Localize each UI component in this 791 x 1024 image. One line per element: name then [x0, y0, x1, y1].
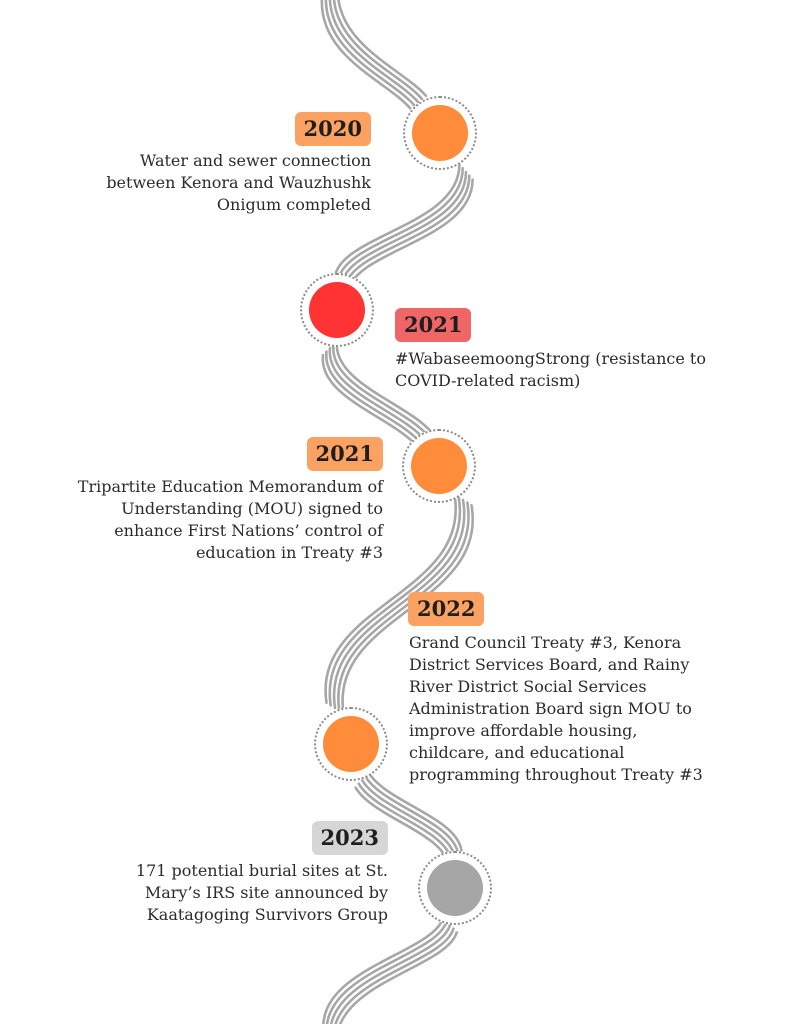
event-description-2022: [409, 632, 703, 786]
marker-dot: [427, 860, 483, 916]
timeline-marker-2022: [314, 707, 388, 781]
event-description-2021-education: [78, 476, 383, 564]
description-line: #WabaseemoongStrong (resistance to: [395, 349, 706, 368]
description-line: Grand Council Treaty #3, Kenora: [409, 633, 682, 652]
description-line: 171 potential burial sites at St.: [135, 861, 388, 880]
timeline-marker-2021-education: [402, 429, 476, 503]
marker-dot: [411, 438, 467, 494]
description-line: Kaatagoging Survivors Group: [146, 905, 388, 924]
timeline-marker-2021-wabaseemoong: [300, 273, 374, 347]
marker-dot: [412, 105, 468, 161]
description-line: between Kenora and Wauzhushk: [106, 173, 371, 192]
marker-dot: [309, 282, 365, 338]
description-line: education in Treaty #3: [195, 543, 383, 562]
description-line: Administration Board sign MOU to: [409, 699, 692, 718]
description-line: enhance First Nations’ control of: [114, 521, 383, 540]
description-line: District Services Board, and Rainy: [409, 655, 690, 674]
description-line: Mary’s IRS site announced by: [144, 883, 388, 902]
description-line: programming throughout Treaty #3: [409, 765, 703, 784]
year-badge-2020: 2020: [295, 112, 371, 146]
event-description-2023: [136, 860, 388, 926]
year-badge-2021-education: 2021: [307, 437, 383, 471]
year-badge-2021-wabaseemoong: 2021: [395, 308, 471, 342]
description-line: childcare, and educational: [409, 743, 625, 762]
event-description-2020: [106, 150, 371, 216]
timeline-marker-2020: [403, 96, 477, 170]
description-line: COVID-related racism): [395, 371, 581, 390]
description-line: Water and sewer connection: [139, 151, 371, 170]
description-line: Understanding (MOU) signed to: [121, 499, 383, 518]
marker-dot: [323, 716, 379, 772]
description-line: River District Social Services: [409, 677, 647, 696]
description-line: Tripartite Education Memorandum of: [77, 477, 383, 496]
year-badge-2022: 2022: [408, 592, 484, 626]
description-line: improve affordable housing,: [409, 721, 638, 740]
description-line: Onigum completed: [216, 195, 371, 214]
event-description-2021-wabaseemoong: [395, 348, 706, 392]
timeline-marker-2023: [418, 851, 492, 925]
year-badge-2023: 2023: [312, 821, 388, 855]
